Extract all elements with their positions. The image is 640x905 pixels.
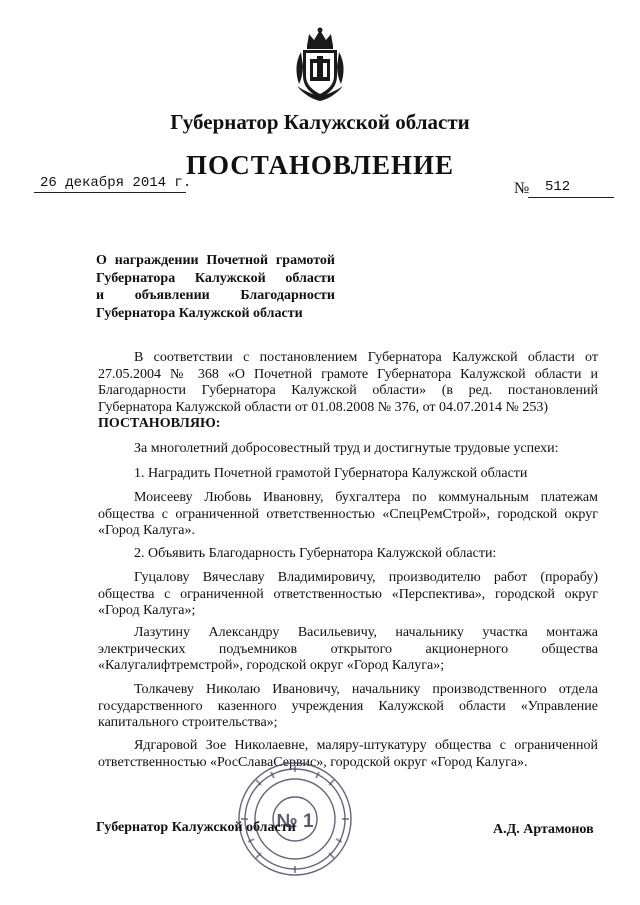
official-seal-stamp bbox=[236, 760, 354, 878]
item-2-heading: 2. Объявить Благодарность Губернатора Калужской области: bbox=[134, 546, 497, 561]
document-date: 26 декабря 2014 г. bbox=[40, 175, 192, 191]
subject-line: и объявлении Благодарности bbox=[96, 288, 335, 303]
thanks-paragraph: Лазутину Александру Васильевичу, начальнику участка монтажа электрических подъемников открытого акционерного общества «Калугалифтремстрой», городской округ «Город Калуга»; bbox=[98, 625, 598, 673]
intro-paragraph: За многолетний добросовестный труд и достигнутые трудовые успехи: bbox=[134, 441, 559, 456]
signatory-position: Губернатор Калужской области bbox=[96, 820, 296, 835]
decree-word: ПОСТАНОВЛЯЮ: bbox=[98, 416, 221, 431]
thanks-paragraph: Ядгаровой Зое Николаевне, маляру-штукатуру общества с ограниченной ответственностью «РосСлаваСервис», городской округ «Город Калуга». bbox=[98, 738, 598, 770]
document-subject bbox=[96, 252, 335, 322]
subject-line: Губернатора Калужской области bbox=[96, 305, 303, 321]
document-type-title: ПОСТАНОВЛЕНИЕ bbox=[185, 150, 455, 180]
document-number: 512 bbox=[545, 179, 571, 195]
number-underline bbox=[528, 197, 614, 198]
subject-line: Губернатора Калужской области bbox=[96, 270, 335, 286]
item-1-heading: 1. Наградить Почетной грамотой Губернатора Калужской области bbox=[134, 466, 528, 481]
signatory-name: А.Д. Артамонов bbox=[493, 822, 594, 837]
issuing-authority: Губернатор Калужской области bbox=[170, 110, 470, 134]
coat-of-arms-emblem bbox=[291, 26, 349, 102]
subject-line: О награждении Почетной грамотой bbox=[96, 253, 335, 268]
award-paragraph-1: Моисееву Любовь Ивановну, бухгалтера по коммунальным платежам общества с ограниченной ответственностью «СпецРемСтрой», городской округ «Город Калуга». bbox=[98, 490, 598, 538]
thanks-paragraph: Гуцалову Вячеславу Владимировичу, производителю работ (прорабу) общества с ограниченной ответственностью «Перспектива», городской округ «Город Калуга»; bbox=[98, 570, 598, 618]
seal-number: № 1 bbox=[276, 811, 314, 832]
thanks-paragraph: Толкачеву Николаю Ивановичу, начальнику производственного отдела государственного казенного учреждения Калужской области «Управление капитального строительства»; bbox=[98, 682, 598, 730]
number-label: № bbox=[514, 180, 530, 197]
preamble-paragraph: В соответствии с постановлением Губернатора Калужской области от 27.05.2004 № 368 «О Почетной грамоте Губернатора Калужской области и Благодарности Губернатора Калужской области» (в ред. постановлений Губернатора Калужской области от 01.08.2008 № 376, от 04.07.2014 № 253) bbox=[98, 350, 598, 415]
date-underline bbox=[34, 192, 186, 193]
